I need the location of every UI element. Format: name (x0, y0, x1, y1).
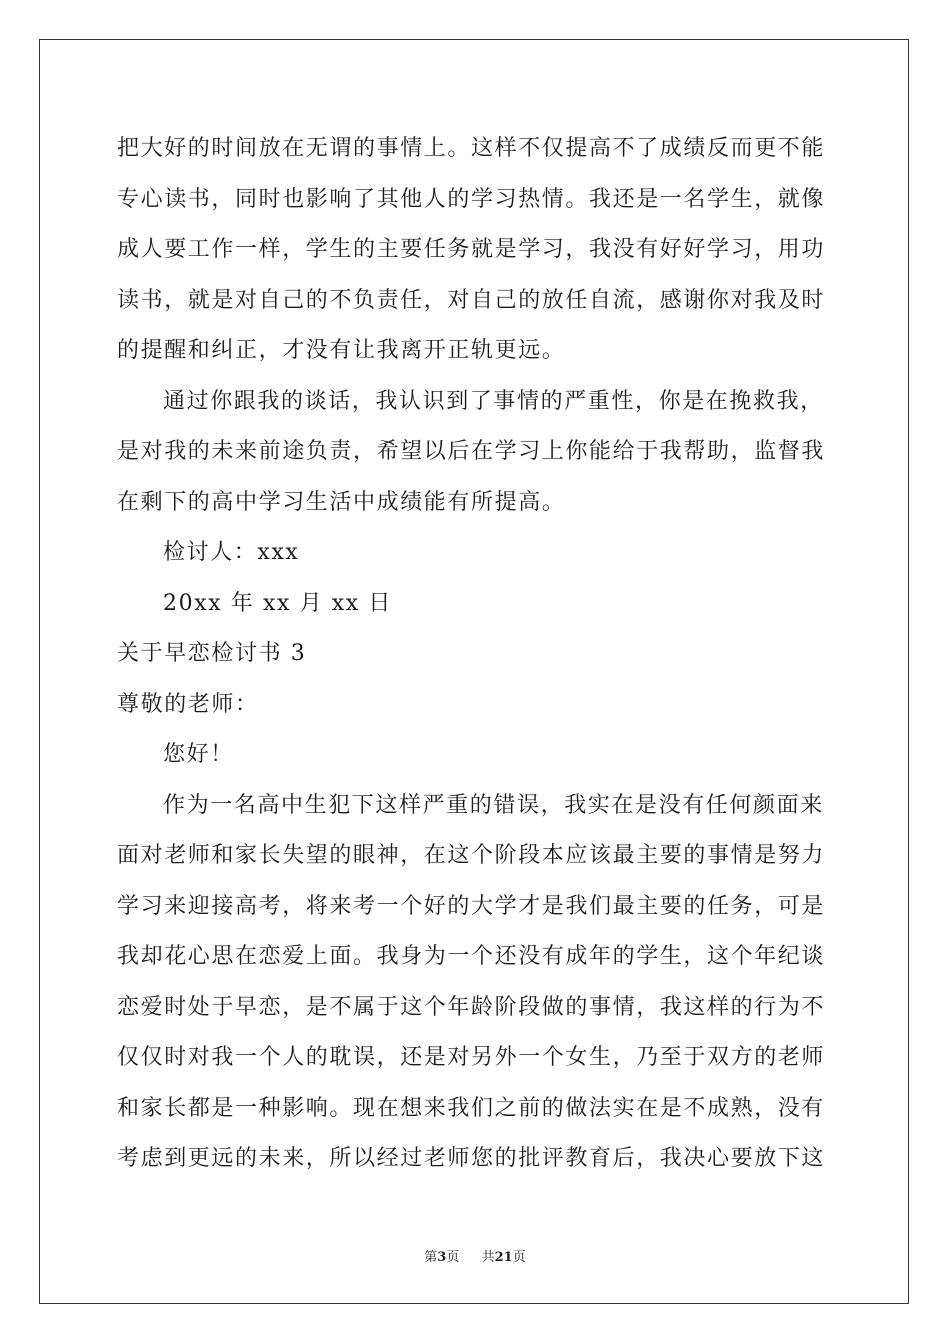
total-pages: 21 (494, 1250, 513, 1265)
section-title: 关于早恋检讨书 3 (117, 641, 307, 666)
page-prefix: 第 (424, 1250, 438, 1265)
page-suffix: 页 (446, 1250, 460, 1265)
page-footer (0, 1246, 950, 1265)
greeting: 您好！ (163, 742, 234, 767)
text-line: 的提醒和纠正，才没有让我离开正轨更远。 (117, 338, 566, 363)
text-line: 是对我的未来前途负责，希望以后在学习上你能给于我帮助，监督我 (117, 439, 826, 464)
paragraph-start: 通过你跟我的谈话，我认识到了事情的严重性，你是在挽救我， (163, 388, 824, 414)
signature-line: 检讨人：xxx (163, 540, 300, 565)
text-line: 仅仅时对我一个人的耽误，还是对另外一个女生，乃至于双方的老师 (117, 1045, 826, 1070)
total-suffix: 页 (512, 1250, 526, 1265)
text-line: 学习来迎接高考，将来考一个好的大学才是我们最主要的任务，可是 (117, 893, 826, 919)
text-line: 我却花心思在恋爱上面。我身为一个还没有成年的学生，这个年纪谈 (117, 944, 826, 969)
text-line: 专心读书，同时也影响了其他人的学习热情。我还是一名学生，就像 (117, 186, 826, 212)
text-line: 恋爱时处于早恋，是不属于这个年龄阶段做的事情，我这样的行为不 (117, 994, 826, 1020)
salutation: 尊敬的老师： (117, 691, 259, 717)
document-body (117, 124, 833, 1185)
text-line: 考虑到更远的未来，所以经过老师您的批评教育后，我决心要放下这 (117, 1146, 826, 1171)
total-prefix: 共 (481, 1250, 495, 1265)
text-line: 把大好的时间放在无谓的事情上。这样不仅提高不了成绩反而更不能 (117, 136, 826, 161)
text-line: 在剩下的高中学习生活中成绩能有所提高。 (117, 489, 566, 515)
text-line: 成人要工作一样，学生的主要任务就是学习，我没有好好学习，用功 (117, 237, 826, 262)
paragraph-start: 作为一名高中生犯下这样严重的错误，我实在是没有任何颜面来 (163, 792, 824, 818)
text-line: 读书，就是对自己的不负责任，对自己的放任自流，感谢你对我及时 (117, 287, 826, 313)
text-line: 和家长都是一种影响。现在想来我们之前的做法实在是不成熟，没有 (117, 1095, 826, 1121)
page-number: 3 (437, 1250, 447, 1265)
text-line: 面对老师和家长失望的眼神，在这个阶段本应该最主要的事情是努力 (117, 843, 826, 868)
date-line: 20xx 年 xx 月 xx 日 (163, 590, 393, 616)
